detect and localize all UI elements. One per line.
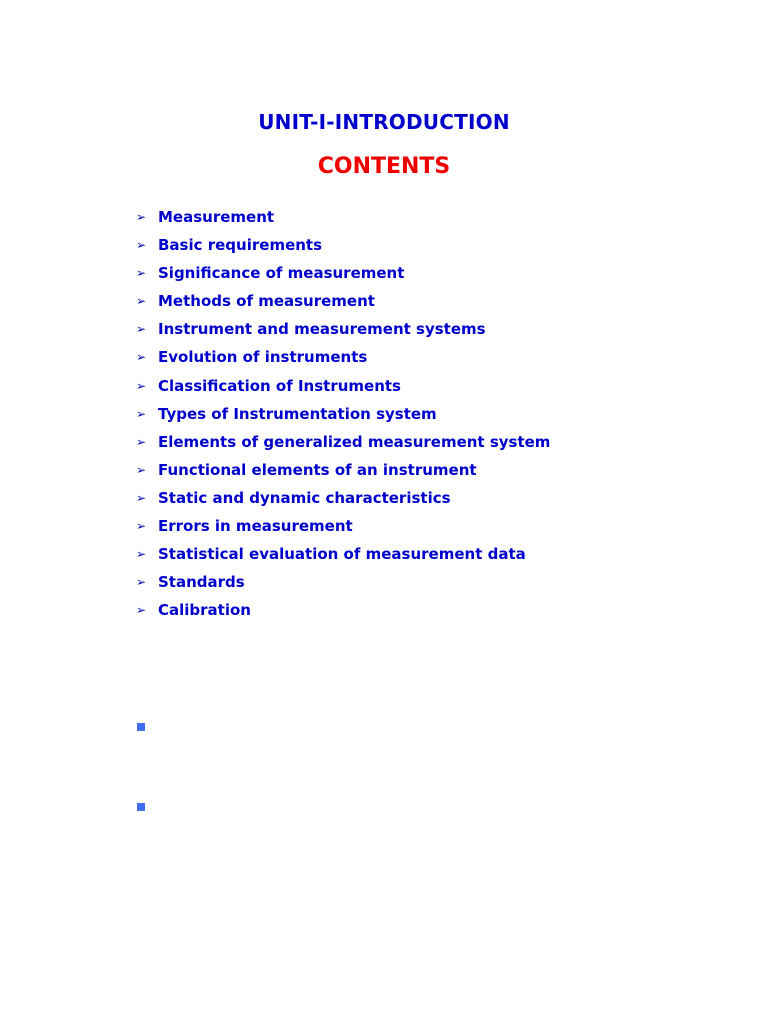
arrow-bullet-icon: ➢	[136, 238, 147, 253]
list-item-text: Basic requirements	[158, 236, 323, 255]
arrow-bullet-icon: ➢	[136, 322, 147, 337]
arrow-bullet-icon: ➢	[136, 603, 147, 618]
contents-heading: CONTENTS	[317, 154, 451, 179]
list-item	[136, 235, 550, 263]
list-item-text: Standards	[158, 573, 245, 592]
arrow-bullet-icon: ➢	[136, 547, 147, 562]
arrow-bullet-icon: ➢	[136, 490, 147, 505]
list-item	[136, 404, 550, 432]
list-item-text: Calibration	[158, 601, 251, 620]
list-item-text: Types of Instrumentation system	[158, 404, 437, 423]
arrow-bullet-icon: ➢	[136, 434, 147, 449]
list-item	[136, 488, 550, 516]
arrow-bullet-icon: ➢	[136, 210, 147, 224]
list-item-text: Measurement	[158, 208, 275, 226]
list-item	[136, 572, 550, 600]
list-item-text: Evolution of instruments	[158, 348, 368, 367]
arrow-bullet-icon: ➢	[136, 378, 147, 393]
list-item	[136, 291, 550, 319]
list-item	[136, 376, 550, 404]
arrow-bullet-icon: ➢	[136, 575, 147, 590]
arrow-bullet-icon: ➢	[136, 406, 147, 421]
list-item	[136, 600, 550, 628]
list-item-text: Instrument and measurement systems	[158, 320, 486, 339]
list-item	[136, 263, 550, 291]
arrow-bullet-icon: ➢	[136, 462, 147, 477]
list-item-text: Statistical evaluation of measurement data	[158, 545, 526, 564]
list-item	[136, 319, 550, 347]
list-item	[136, 347, 550, 375]
contents-list	[136, 207, 550, 628]
arrow-bullet-icon: ➢	[136, 266, 147, 281]
list-item	[136, 460, 550, 488]
list-item-text: Significance of measurement	[158, 264, 405, 283]
list-item	[136, 544, 550, 572]
list-item	[136, 207, 550, 235]
list-item-text: Functional elements of an instrument	[158, 460, 477, 479]
unit-title: UNIT-I-INTRODUCTION	[258, 110, 510, 134]
square-bullet-icon	[137, 803, 145, 811]
arrow-bullet-icon: ➢	[136, 294, 147, 309]
list-item	[136, 432, 550, 460]
list-item-text: Errors in measurement	[158, 517, 353, 536]
list-item-text: Methods of measurement	[158, 292, 375, 311]
list-item-text: Classification of Instruments	[158, 376, 401, 395]
arrow-bullet-icon: ➢	[136, 519, 147, 534]
square-bullet-icon	[137, 723, 145, 731]
list-item-text: Elements of generalized measurement system	[158, 432, 551, 451]
arrow-bullet-icon: ➢	[136, 350, 147, 365]
list-item	[136, 516, 550, 544]
list-item-text: Static and dynamic characteristics	[158, 488, 451, 507]
